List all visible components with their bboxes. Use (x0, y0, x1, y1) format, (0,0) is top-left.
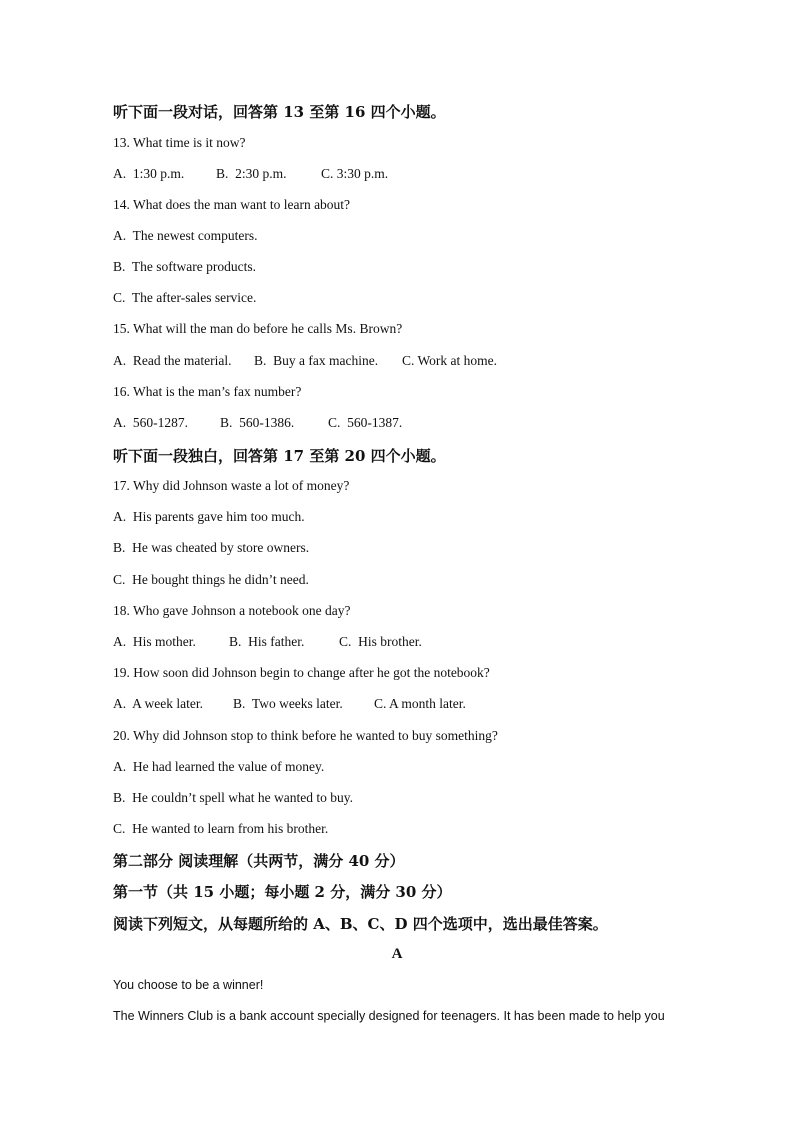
option-19-c: C. A month later. (374, 696, 466, 711)
passage-line-2: The Winners Club is a bank account specially designed for teenagers. It has been made to help you (113, 1009, 665, 1023)
option-13-a: A. 1:30 p.m. (113, 166, 185, 181)
part-two-heading: 第二部分 阅读理解（共两节，满分 40 分） (113, 852, 405, 870)
question-16: 16. What is the man’s fax number? (113, 384, 302, 399)
reading-instruction: 阅读下列短文，从每题所给的 A、B、C、D 四个选项中，选出最佳答案。 (113, 915, 608, 933)
question-17: 17. Why did Johnson waste a lot of money? (113, 478, 350, 493)
option-17-c: C. He bought things he didn’t need. (113, 572, 309, 587)
option-19-a: A. A week later. (113, 696, 203, 711)
section-heading-monologue: 听下面一段独白，回答第 17 至第 20 四个小题。 (113, 447, 446, 465)
question-19: 19. How soon did Johnson begin to change after he got the notebook? (113, 665, 490, 680)
option-15-a: A. Read the material. (113, 353, 232, 368)
option-16-b: B. 560-1386. (220, 415, 295, 430)
option-18-a: A. His mother. (113, 634, 196, 649)
option-18-c: C. His brother. (339, 634, 422, 649)
option-15-c: C. Work at home. (402, 353, 498, 368)
option-15-b: B. Buy a fax machine. (254, 353, 379, 368)
option-19-b: B. Two weeks later. (233, 696, 343, 711)
question-18: 18. Who gave Johnson a notebook one day? (113, 603, 351, 618)
option-13-b: B. 2:30 p.m. (216, 166, 287, 181)
passage-line-1: You choose to be a winner! (113, 978, 264, 992)
option-17-b: B. He was cheated by store owners. (113, 540, 310, 555)
question-14: 14. What does the man want to learn about? (113, 197, 351, 212)
section-heading-dialogue: 听下面一段对话，回答第 13 至第 16 四个小题。 (113, 103, 446, 121)
option-14-a: A. The newest computers. (113, 228, 258, 243)
option-20-a: A. He had learned the value of money. (113, 759, 325, 774)
option-14-b: B. The software products. (113, 259, 256, 274)
option-17-a: A. His parents gave him too much. (113, 509, 305, 524)
option-16-c: C. 560-1387. (328, 415, 403, 430)
option-20-b: B. He couldn’t spell what he wanted to buy. (113, 790, 353, 805)
option-13-c: C. 3:30 p.m. (321, 166, 389, 181)
option-16-a: A. 560-1287. (113, 415, 188, 430)
option-18-b: B. His father. (229, 634, 305, 649)
question-13: 13. What time is it now? (113, 135, 246, 150)
question-20: 20. Why did Johnson stop to think before he wanted to buy something? (113, 728, 498, 743)
option-14-c: C. The after-sales service. (113, 290, 257, 305)
option-20-c: C. He wanted to learn from his brother. (113, 821, 329, 836)
section-one-heading: 第一节（共 15 小题；每小题 2 分，满分 30 分） (113, 883, 452, 901)
question-15: 15. What will the man do before he calls Ms. Brown? (113, 321, 403, 336)
passage-label: A (391, 946, 403, 962)
